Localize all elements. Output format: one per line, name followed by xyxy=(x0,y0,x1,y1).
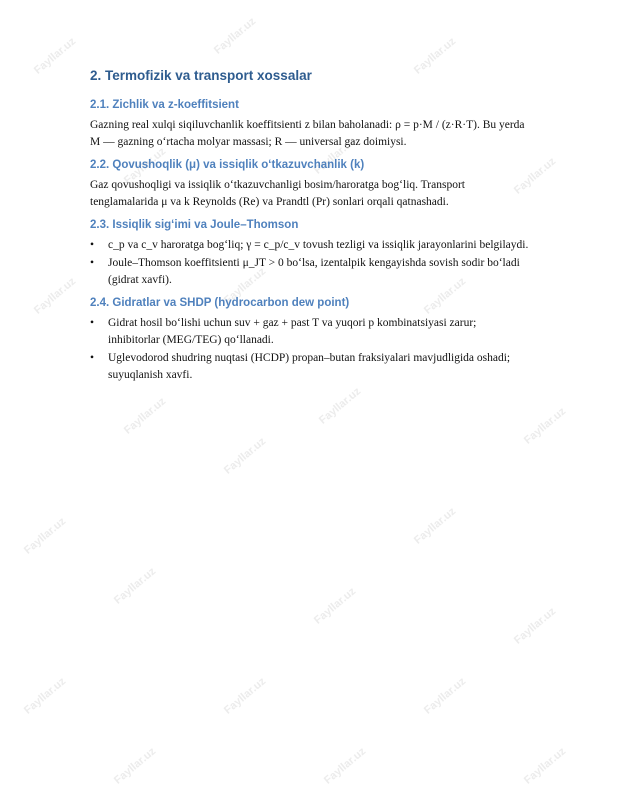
watermark: Fayllar.uz xyxy=(112,745,159,787)
watermark: Fayllar.uz xyxy=(122,145,169,187)
watermark: Fayllar.uz xyxy=(317,385,364,427)
watermark: Fayllar.uz xyxy=(422,275,469,317)
bullet-list xyxy=(90,315,530,384)
list-item-text: Uglevodorod shudring nuqtasi (HCDP) propan–butan fraksiyalari mavjudligida oshadi; suyuqlanish xavfi. xyxy=(108,352,511,381)
watermark: Fayllar.uz xyxy=(312,135,359,177)
bullet-icon: • xyxy=(90,317,95,329)
watermark: Fayllar.uz xyxy=(22,675,69,717)
section-paragraph: Gazning real xulqi siqiluvchanlik koeffitsienti z bilan baholanadi: ρ = p·M / (z·R·T). Bu yerda M — gazning oʻrtacha molyar massasi; R — universal gaz doimiysi. xyxy=(90,119,525,148)
watermark: Fayllar.uz xyxy=(322,745,369,787)
watermark: Fayllar.uz xyxy=(32,35,79,77)
list-item xyxy=(90,350,530,384)
watermark: Fayllar.uz xyxy=(522,745,569,787)
list-item-text: Joule–Thomson koeffitsienti μ_JT > 0 boʻlsa, izentalpik kengayishda sovish sodir boʻladi (gidrat xavfi). xyxy=(108,257,520,286)
section-density xyxy=(90,99,530,151)
watermark: Fayllar.uz xyxy=(222,675,269,717)
section-title: 2.1. Zichlik va z-koeffitsient xyxy=(90,99,239,111)
section-title: 2.3. Issiqlik sigʻimi va Joule–Thomson xyxy=(90,219,299,231)
list-item xyxy=(90,255,530,289)
watermark: Fayllar.uz xyxy=(512,605,559,647)
watermark: Fayllar.uz xyxy=(22,515,69,557)
watermark: Fayllar.uz xyxy=(122,395,169,437)
watermark: Fayllar.uz xyxy=(112,565,159,607)
bullet-icon: • xyxy=(90,257,95,269)
watermark: Fayllar.uz xyxy=(212,15,259,57)
list-item xyxy=(90,315,530,349)
document-body xyxy=(90,68,530,392)
bullet-icon: • xyxy=(90,352,95,364)
list-item-text: Gidrat hosil boʻlishi uchun suv + gaz + past T va yuqori p kombinatsiyasi zarur; inhibitorlar (MEG/TEG) qoʻllanadi. xyxy=(108,317,477,346)
watermark: Fayllar.uz xyxy=(222,435,269,477)
watermark: Fayllar.uz xyxy=(312,585,359,627)
list-item-text: c_p va c_v haroratga bogʻliq; γ = c_p/c_v tovush tezligi va issiqlik jarayonlarini belgilaydi. xyxy=(108,239,529,251)
watermark: Fayllar.uz xyxy=(412,35,459,77)
section-paragraph: Gaz qovushoqligi va issiqlik oʻtkazuvchanligi bosim/haroratga bogʻliq. Transport tenglamalarida μ va k Reynolds (Re) va Prandtl (Pr) sonlari orqali qatnashadi. xyxy=(90,179,465,208)
watermark: Fayllar.uz xyxy=(222,265,269,307)
bullet-icon: • xyxy=(90,239,95,251)
list-item xyxy=(90,237,530,254)
watermark: Fayllar.uz xyxy=(522,405,569,447)
section-title: 2.4. Gidratlar va SHDP (hydrocarbon dew point) xyxy=(90,297,350,309)
chapter-heading: 2. Termofizik va transport xossalar xyxy=(90,68,312,83)
watermark: Fayllar.uz xyxy=(32,275,79,317)
section-hydrates xyxy=(90,297,530,384)
watermark: Fayllar.uz xyxy=(422,675,469,717)
section-viscosity xyxy=(90,159,530,211)
section-title: 2.2. Qovushoqlik (μ) va issiqlik oʻtkazuvchanlik (k) xyxy=(90,159,365,171)
watermark: Fayllar.uz xyxy=(512,155,559,197)
watermark: Fayllar.uz xyxy=(412,505,459,547)
bullet-list xyxy=(90,237,530,289)
section-heat-capacity xyxy=(90,219,530,289)
